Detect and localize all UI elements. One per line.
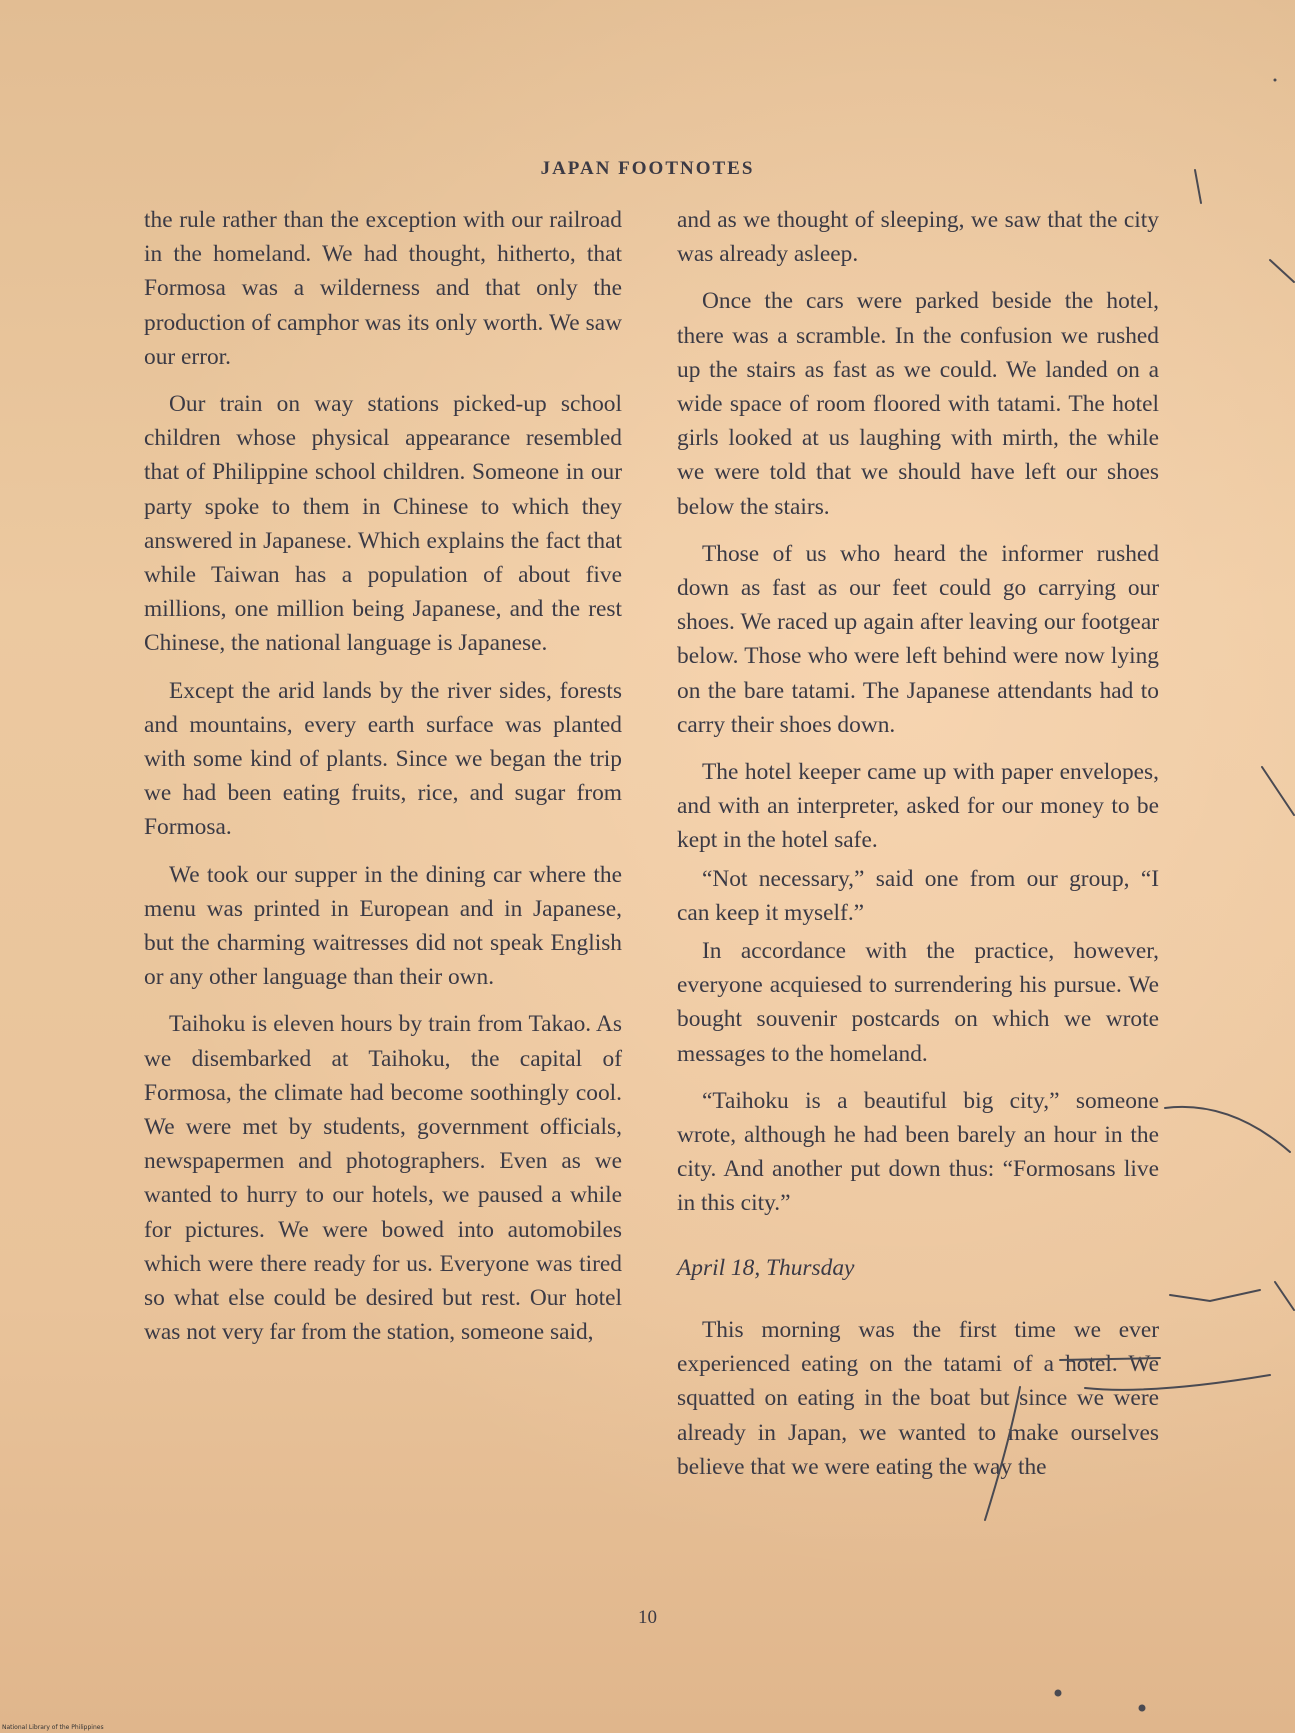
paragraph: Taihoku is eleven hours by train from Takao. As we disembarked at Taihoku, the capital of Formosa, the climate had become soothingly cool. We were met by students, government officials, newspapermen and photographers. Even as we wanted to hurry to our hotels, we paused a while for pictures. We were bowed into automobiles which were there ready for us. Everyone was tired so what else could be desired but rest. Our hotel was not very far from the station, someone said, bbox=[144, 1011, 622, 1346]
ink-dot bbox=[1055, 1690, 1062, 1697]
right-column bbox=[677, 203, 1159, 1497]
paragraph: the rule rather than the exception with our railroad in the homeland. We had thought, hitherto, that Formosa was a wilderness and that only the production of camphor was its only worth. We saw our error. bbox=[144, 207, 622, 370]
paragraph: Those of us who heard the informer rushed down as fast as our feet could go carrying our shoes. We raced up again after leaving our footgear below. Those who were left behind were now lying on the bare tatami. The Japanese attendants had to carry their shoes down. bbox=[677, 540, 1159, 738]
ink-dot bbox=[1139, 1705, 1146, 1712]
paragraph: This morning was the first time we ever experienced eating on the tatami of a hotel. We squatted on eating in the boat but since we were already in Japan, we wanted to make ourselves believe that we were eating the way the bbox=[677, 1316, 1159, 1480]
paragraph: and as we thought of sleeping, we saw that the city was already asleep. bbox=[677, 207, 1159, 268]
ink-dot bbox=[1274, 79, 1277, 82]
scan-credit: National Library of the Philippines bbox=[2, 1724, 104, 1731]
paragraph: “Taihoku is a beautiful big city,” someone wrote, although he had been barely an hour in the city. And another put down thus: “Formosans live in this city.” bbox=[677, 1087, 1159, 1217]
page-number: 10 bbox=[638, 1607, 657, 1628]
paragraph: We took our supper in the dining car where the menu was printed in European and in Japanese, but the charming waitresses did not speak English or any other language than their own. bbox=[144, 861, 622, 991]
scratch-mark bbox=[1270, 260, 1294, 282]
paragraph: Once the cars were parked beside the hotel, there was a scramble. In the confusion we rushed up the stairs as fast as we could. We landed on a wide space of room floored with tatami. The hotel girls looked at us laughing with mirth, the while we were told that we should have left our shoes below the stairs. bbox=[677, 288, 1159, 520]
left-column bbox=[144, 203, 622, 1363]
scratch-mark bbox=[1165, 1107, 1290, 1152]
running-header: JAPAN FOOTNOTES bbox=[540, 158, 755, 179]
paragraph: The hotel keeper came up with paper envelopes, and with an interpreter, asked for our money to be kept in the hotel safe. bbox=[677, 759, 1159, 854]
paragraph: “Not necessary,” said one from our group, “I can keep it myself.” bbox=[677, 865, 1159, 926]
date-heading: April 18, Thursday bbox=[677, 1254, 855, 1281]
scratch-mark bbox=[1170, 1290, 1260, 1301]
scratch-mark bbox=[1275, 1282, 1294, 1310]
paragraph: In accordance with the practice, however, everyone acquiesed to surrendering his pursue. We bought souvenir postcards on which we wrote messages to the homeland. bbox=[677, 938, 1159, 1067]
paragraph: Our train on way stations picked-up school children whose physical appearance resembled that of Philippine school children. Someone in our party spoke to them in Chinese to which they answered in Japanese. Which explains the fact that while Taiwan has a population of about five millions, one million being Japanese, and the rest Chinese, the national language is Japanese. bbox=[144, 391, 622, 657]
scratch-mark bbox=[1262, 767, 1294, 815]
paragraph: Except the arid lands by the river sides, forests and mountains, every earth surface was planted with some kind of plants. Since we began the trip we had been eating fruits, rice, and sugar from Formosa. bbox=[144, 677, 622, 841]
